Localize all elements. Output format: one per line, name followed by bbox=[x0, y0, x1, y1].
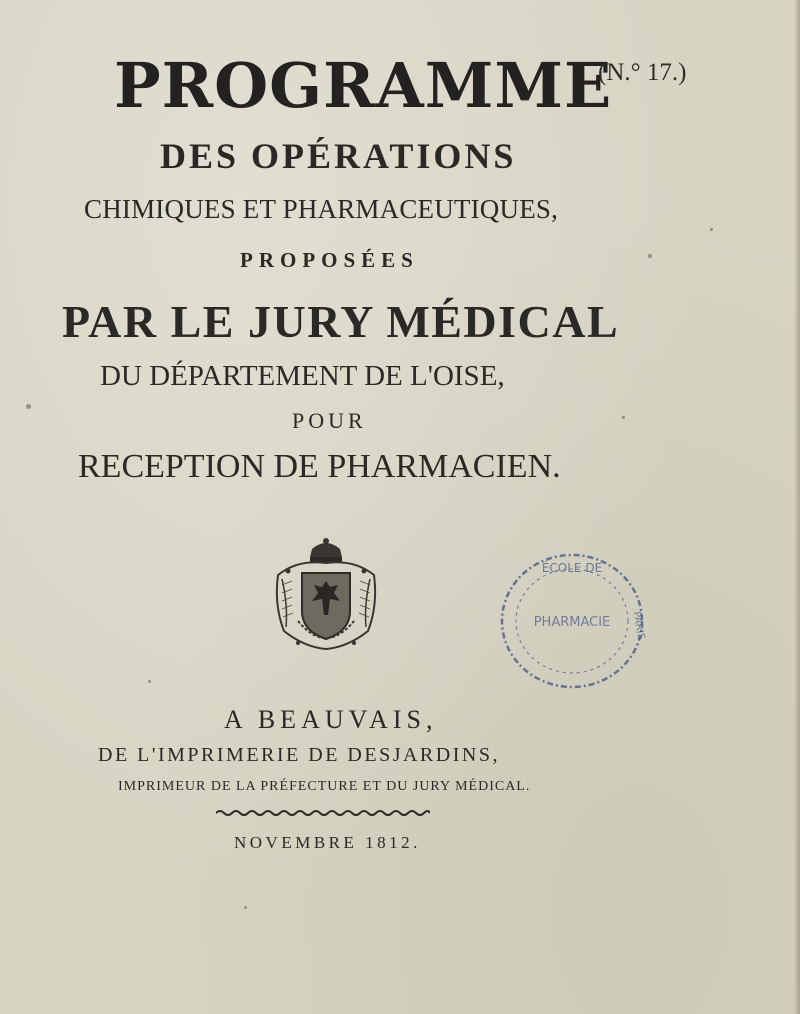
imprint-city: A BEAUVAIS, bbox=[224, 705, 438, 734]
title-line-departement: DU DÉPARTEMENT DE L'OISE, bbox=[100, 360, 505, 392]
imprint-printer-title: IMPRIMEUR DE LA PRÉFECTURE ET DU JURY MÉDICAL. bbox=[118, 779, 531, 794]
ornamental-rule bbox=[216, 808, 430, 818]
document-title: PROGRAMME bbox=[114, 49, 613, 122]
stamp-center-text: PHARMACIE bbox=[533, 615, 611, 630]
publication-date: NOVEMBRE 1812. bbox=[234, 833, 421, 852]
title-line-proposees: PROPOSÉES bbox=[240, 248, 419, 272]
title-line-pour: POUR bbox=[292, 408, 367, 433]
foxing-speck bbox=[244, 906, 247, 909]
foxing-speck bbox=[26, 404, 31, 409]
imperial-arms-emblem-icon bbox=[268, 535, 384, 655]
foxing-speck bbox=[622, 416, 625, 419]
foxing-speck bbox=[148, 680, 151, 683]
foxing-speck bbox=[710, 228, 713, 231]
title-line-jury: PAR LE JURY MÉDICAL bbox=[62, 296, 620, 347]
page-edge-shadow bbox=[794, 0, 800, 1014]
stamp-side-text: PARIS bbox=[630, 610, 647, 641]
title-line-operations: DES OPÉRATIONS bbox=[160, 136, 517, 176]
stamp-top-text: ÉCOLE DE bbox=[541, 561, 603, 575]
imprint-printer: DE L'IMPRIMERIE DE DESJARDINS, bbox=[98, 744, 500, 766]
library-ink-stamp bbox=[494, 546, 650, 696]
title-line-chimiques: CHIMIQUES ET PHARMACEUTIQUES, bbox=[84, 194, 559, 224]
foxing-speck bbox=[648, 254, 652, 258]
document-number: (N.° 17.) bbox=[598, 59, 687, 86]
title-line-reception: RECEPTION DE PHARMACIEN. bbox=[78, 448, 561, 485]
